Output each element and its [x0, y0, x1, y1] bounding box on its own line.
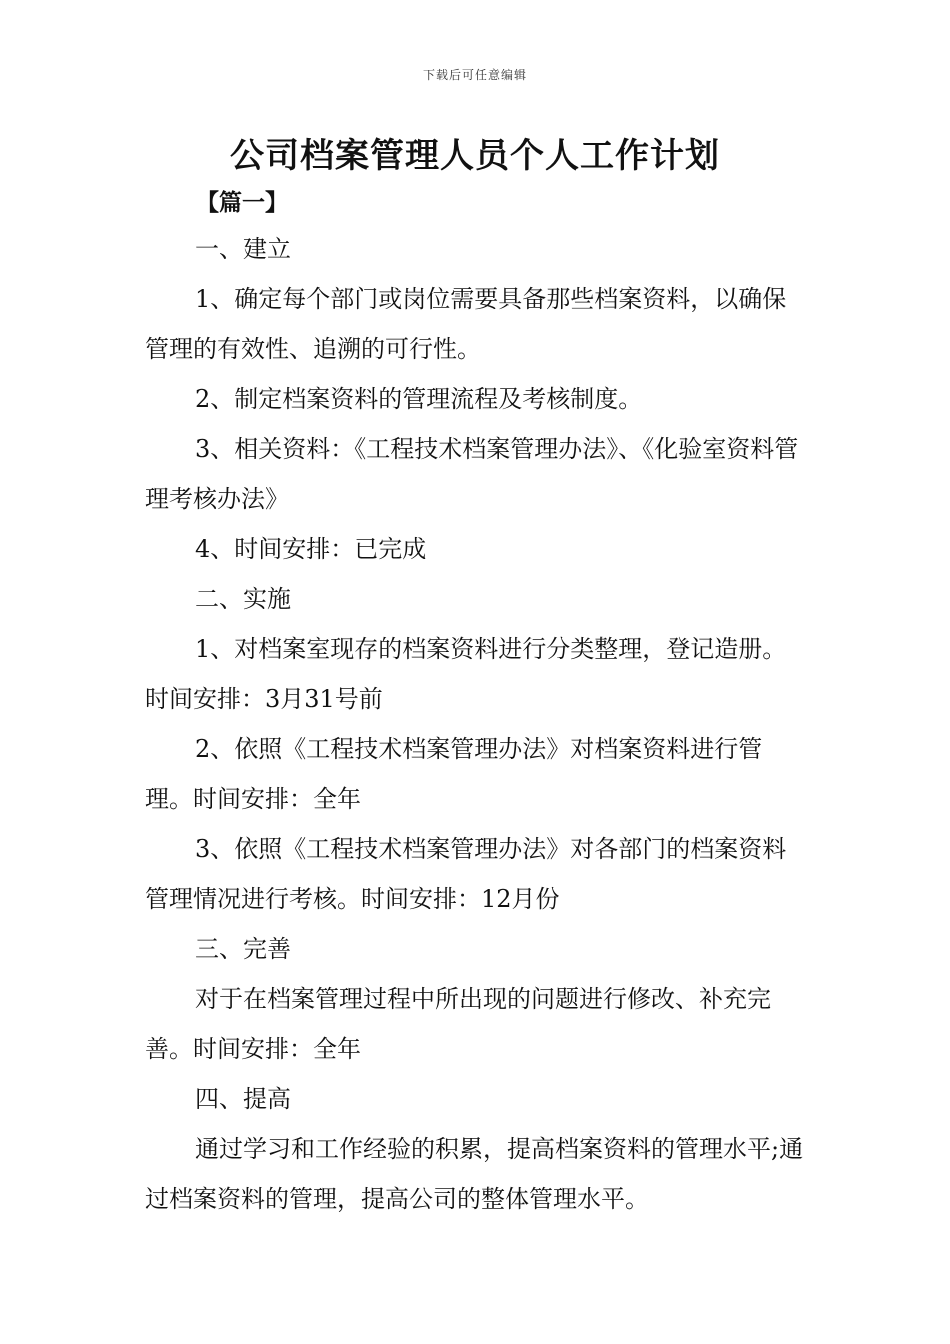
heading-implement: 二、实施: [195, 585, 291, 613]
paragraph: 1、确定每个部门或岗位需要具备那些档案资料，以确保管理的有效性、追溯的可行性。: [145, 285, 787, 363]
heading-enhance: 四、提高: [195, 1085, 291, 1113]
paragraph: 2、依照《工程技术档案管理办法》对档案资料进行管理。时间安排：全年: [145, 735, 763, 813]
document-title: 公司档案管理人员个人工作计划: [230, 136, 720, 176]
document-body: [145, 224, 810, 1224]
paragraph: 2、制定档案资料的管理流程及考核制度。: [195, 385, 643, 413]
paragraph: 4、时间安排：已完成: [195, 535, 427, 563]
paragraph: 对于在档案管理过程中所出现的问题进行修改、补充完善。时间安排：全年: [145, 985, 771, 1063]
paragraph: 3、相关资料：《工程技术档案管理办法》、《化验室资料管理考核办法》: [145, 435, 799, 513]
header-note: 下载后可任意编辑: [422, 68, 527, 82]
paragraph: 1、对档案室现存的档案资料进行分类整理，登记造册。时间安排：3月31号前: [145, 635, 787, 713]
paragraph: 通过学习和工作经验的积累，提高档案资料的管理水平;通过档案资料的管理，提高公司的整体管理水平。: [145, 1135, 804, 1213]
paragraph: 3、依照《工程技术档案管理办法》对各部门的档案资料管理情况进行考核。时间安排：12月份: [145, 835, 787, 913]
heading-improve: 三、完善: [195, 935, 291, 963]
heading-establish: 一、建立: [195, 235, 291, 263]
section-tag: 【篇一】: [196, 189, 288, 216]
